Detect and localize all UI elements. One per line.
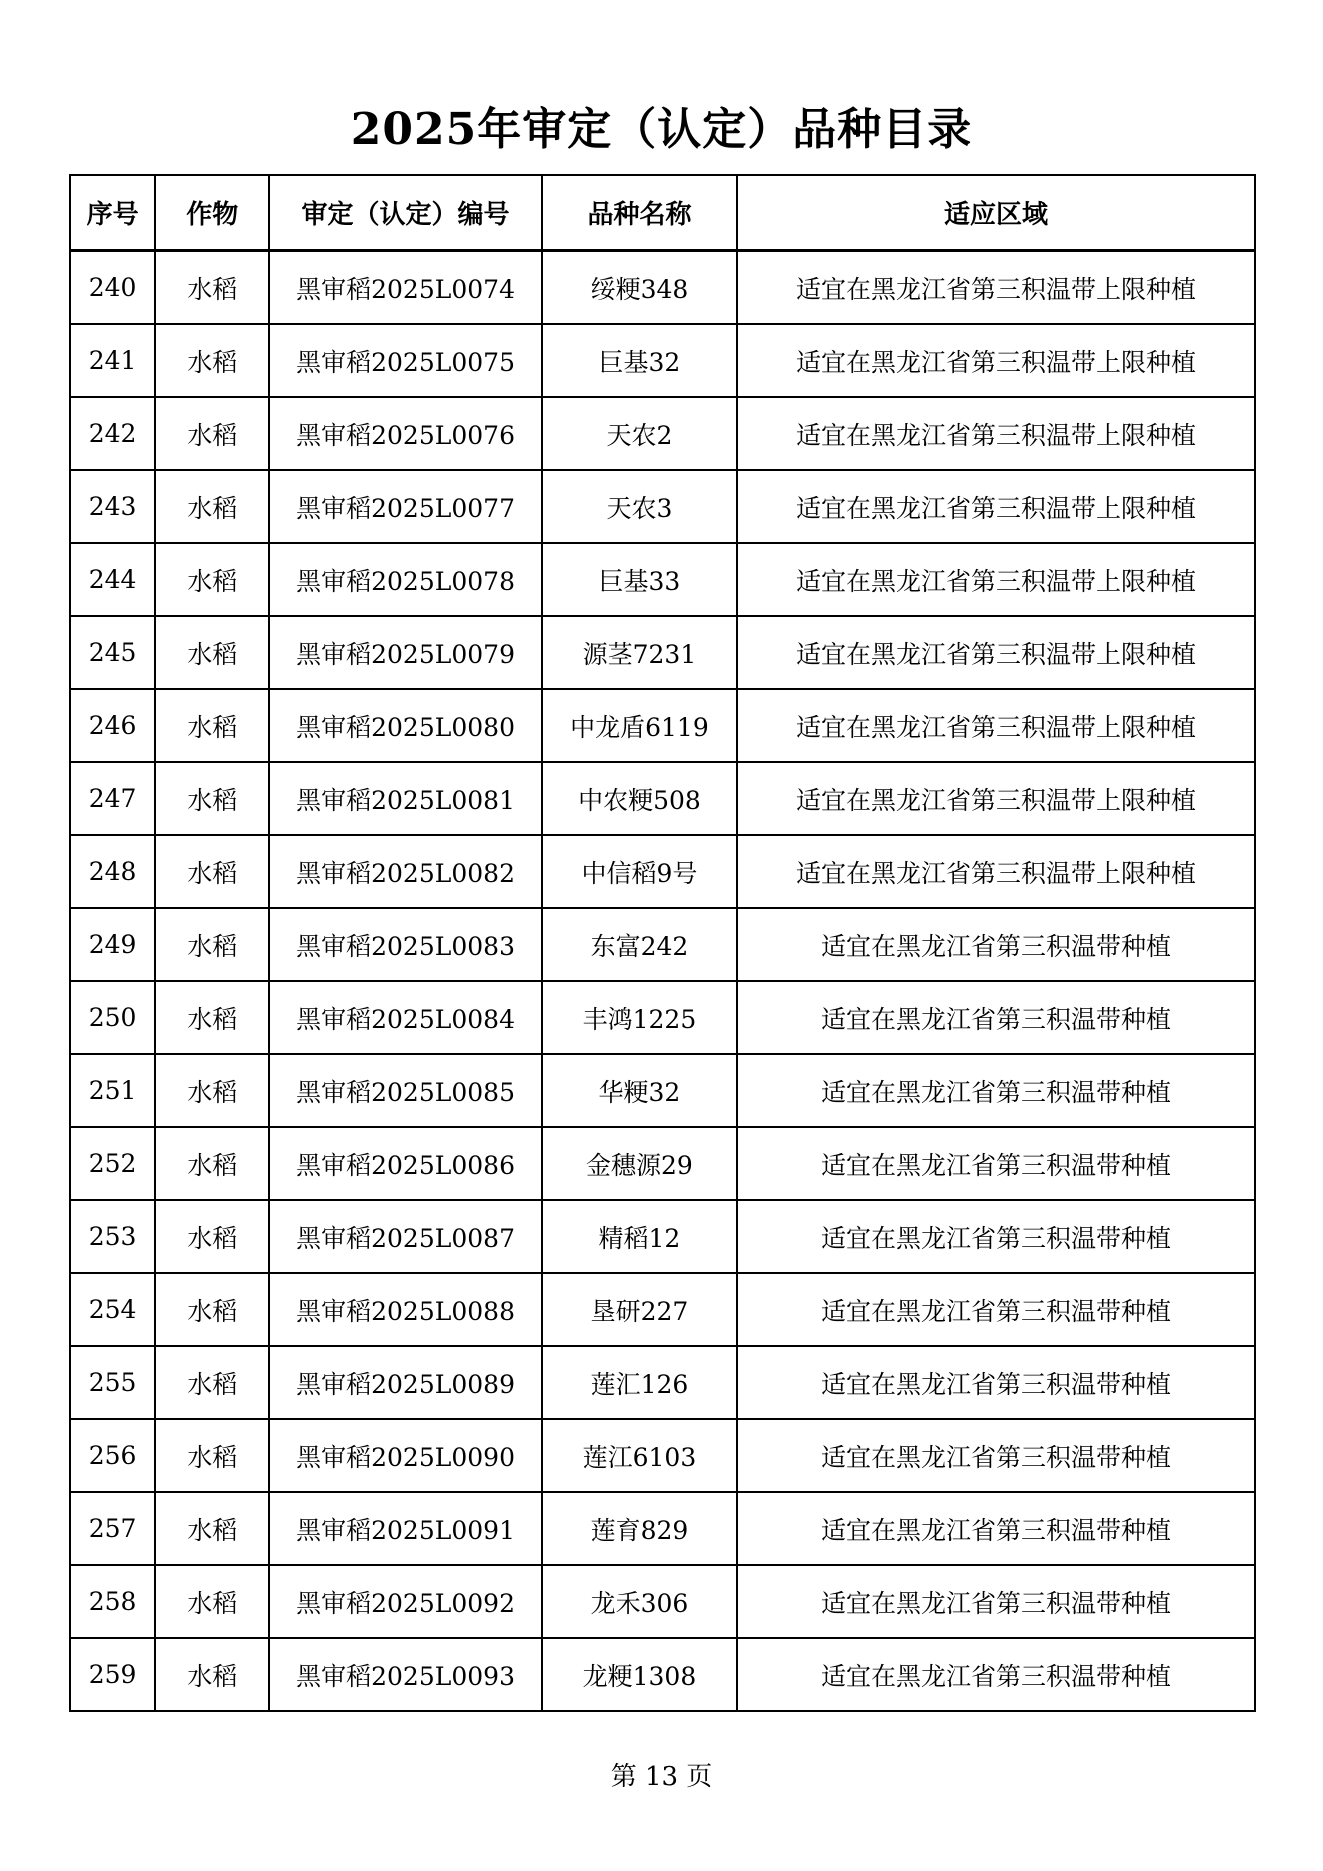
cell-variety-name: 源茎7231	[542, 616, 737, 689]
table-row	[70, 1492, 1255, 1565]
cell-code: 黑审稻2025L0085	[269, 1054, 541, 1127]
cell-code: 黑审稻2025L0079	[269, 616, 541, 689]
cell-variety-name: 中信稻9号	[542, 835, 737, 908]
cell-region: 适宜在黑龙江省第三积温带种植	[737, 908, 1255, 981]
cell-seq: 248	[70, 835, 155, 908]
cell-code: 黑审稻2025L0086	[269, 1127, 541, 1200]
cell-seq: 258	[70, 1565, 155, 1638]
cell-code: 黑审稻2025L0076	[269, 397, 541, 470]
cell-seq: 250	[70, 981, 155, 1054]
table-row	[70, 762, 1255, 835]
cell-region: 适宜在黑龙江省第三积温带上限种植	[737, 324, 1255, 397]
cell-region: 适宜在黑龙江省第三积温带上限种植	[737, 835, 1255, 908]
cell-variety-name: 丰鸿1225	[542, 981, 737, 1054]
header-name: 品种名称	[542, 175, 737, 251]
cell-seq: 251	[70, 1054, 155, 1127]
cell-region: 适宜在黑龙江省第三积温带种植	[737, 1565, 1255, 1638]
cell-region: 适宜在黑龙江省第三积温带种植	[737, 1419, 1255, 1492]
cell-seq: 243	[70, 470, 155, 543]
cell-variety-name: 龙禾306	[542, 1565, 737, 1638]
cell-region: 适宜在黑龙江省第三积温带上限种植	[737, 251, 1255, 325]
cell-region: 适宜在黑龙江省第三积温带种植	[737, 1054, 1255, 1127]
cell-code: 黑审稻2025L0084	[269, 981, 541, 1054]
cell-crop: 水稻	[155, 324, 269, 397]
cell-crop: 水稻	[155, 1200, 269, 1273]
page-number: 第 13 页	[610, 1762, 713, 1792]
cell-code: 黑审稻2025L0082	[269, 835, 541, 908]
cell-crop: 水稻	[155, 616, 269, 689]
cell-crop: 水稻	[155, 470, 269, 543]
table-row	[70, 1273, 1255, 1346]
cell-seq: 245	[70, 616, 155, 689]
cell-region: 适宜在黑龙江省第三积温带种植	[737, 1273, 1255, 1346]
cell-crop: 水稻	[155, 251, 269, 325]
cell-code: 黑审稻2025L0088	[269, 1273, 541, 1346]
table-row	[70, 543, 1255, 616]
cell-region: 适宜在黑龙江省第三积温带上限种植	[737, 397, 1255, 470]
table-row	[70, 1346, 1255, 1419]
header-region: 适应区域	[737, 175, 1255, 251]
cell-seq: 252	[70, 1127, 155, 1200]
table-row	[70, 835, 1255, 908]
table-row	[70, 1638, 1255, 1711]
cell-region: 适宜在黑龙江省第三积温带种植	[737, 1492, 1255, 1565]
cell-code: 黑审稻2025L0075	[269, 324, 541, 397]
cell-crop: 水稻	[155, 981, 269, 1054]
cell-variety-name: 绥粳348	[542, 251, 737, 325]
cell-variety-name: 天农3	[542, 470, 737, 543]
cell-variety-name: 垦研227	[542, 1273, 737, 1346]
cell-crop: 水稻	[155, 1492, 269, 1565]
cell-code: 黑审稻2025L0081	[269, 762, 541, 835]
cell-region: 适宜在黑龙江省第三积温带种植	[737, 1200, 1255, 1273]
cell-region: 适宜在黑龙江省第三积温带上限种植	[737, 616, 1255, 689]
table-row	[70, 470, 1255, 543]
cell-seq: 240	[70, 251, 155, 325]
cell-region: 适宜在黑龙江省第三积温带上限种植	[737, 470, 1255, 543]
cell-crop: 水稻	[155, 1273, 269, 1346]
cell-region: 适宜在黑龙江省第三积温带种植	[737, 1346, 1255, 1419]
cell-code: 黑审稻2025L0087	[269, 1200, 541, 1273]
table-row	[70, 324, 1255, 397]
cell-region: 适宜在黑龙江省第三积温带种植	[737, 1638, 1255, 1711]
cell-variety-name: 莲育829	[542, 1492, 737, 1565]
cell-variety-name: 中农粳508	[542, 762, 737, 835]
cell-region: 适宜在黑龙江省第三积温带种植	[737, 1127, 1255, 1200]
cell-seq: 259	[70, 1638, 155, 1711]
cell-code: 黑审稻2025L0077	[269, 470, 541, 543]
cell-crop: 水稻	[155, 1346, 269, 1419]
table-row	[70, 1054, 1255, 1127]
cell-seq: 254	[70, 1273, 155, 1346]
cell-variety-name: 龙粳1308	[542, 1638, 737, 1711]
cell-variety-name: 中龙盾6119	[542, 689, 737, 762]
cell-variety-name: 巨基33	[542, 543, 737, 616]
cell-seq: 255	[70, 1346, 155, 1419]
cell-code: 黑审稻2025L0092	[269, 1565, 541, 1638]
cell-seq: 247	[70, 762, 155, 835]
cell-code: 黑审稻2025L0078	[269, 543, 541, 616]
cell-code: 黑审稻2025L0093	[269, 1638, 541, 1711]
cell-code: 黑审稻2025L0089	[269, 1346, 541, 1419]
cell-seq: 249	[70, 908, 155, 981]
cell-seq: 242	[70, 397, 155, 470]
cell-region: 适宜在黑龙江省第三积温带上限种植	[737, 762, 1255, 835]
table-header	[70, 175, 1255, 251]
cell-variety-name: 东富242	[542, 908, 737, 981]
cell-crop: 水稻	[155, 1565, 269, 1638]
cell-code: 黑审稻2025L0083	[269, 908, 541, 981]
table-row	[70, 251, 1255, 325]
cell-variety-name: 莲汇126	[542, 1346, 737, 1419]
cell-variety-name: 华粳32	[542, 1054, 737, 1127]
cell-code: 黑审稻2025L0080	[269, 689, 541, 762]
header-row	[70, 175, 1255, 251]
cell-seq: 256	[70, 1419, 155, 1492]
cell-seq: 241	[70, 324, 155, 397]
cell-crop: 水稻	[155, 397, 269, 470]
table-row	[70, 1419, 1255, 1492]
page-title: 2025年审定（认定）品种目录	[350, 104, 973, 155]
cell-crop: 水稻	[155, 1054, 269, 1127]
table-row	[70, 981, 1255, 1054]
table-row	[70, 689, 1255, 762]
cell-code: 黑审稻2025L0091	[269, 1492, 541, 1565]
table-row	[70, 397, 1255, 470]
cell-variety-name: 巨基32	[542, 324, 737, 397]
cell-seq: 253	[70, 1200, 155, 1273]
cell-crop: 水稻	[155, 1419, 269, 1492]
table-row	[70, 1200, 1255, 1273]
table-body	[70, 251, 1255, 1712]
cell-seq: 246	[70, 689, 155, 762]
cell-crop: 水稻	[155, 835, 269, 908]
table-row	[70, 1565, 1255, 1638]
cell-crop: 水稻	[155, 1638, 269, 1711]
cell-code: 黑审稻2025L0074	[269, 251, 541, 325]
cell-region: 适宜在黑龙江省第三积温带种植	[737, 981, 1255, 1054]
header-seq: 序号	[70, 175, 155, 251]
header-code: 审定（认定）编号	[269, 175, 541, 251]
cell-crop: 水稻	[155, 762, 269, 835]
cell-variety-name: 精稻12	[542, 1200, 737, 1273]
table-row	[70, 1127, 1255, 1200]
cell-variety-name: 天农2	[542, 397, 737, 470]
cell-seq: 257	[70, 1492, 155, 1565]
table-row	[70, 908, 1255, 981]
cell-variety-name: 莲江6103	[542, 1419, 737, 1492]
cell-crop: 水稻	[155, 1127, 269, 1200]
cell-code: 黑审稻2025L0090	[269, 1419, 541, 1492]
cell-variety-name: 金穗源29	[542, 1127, 737, 1200]
cell-region: 适宜在黑龙江省第三积温带上限种植	[737, 689, 1255, 762]
header-crop: 作物	[155, 175, 269, 251]
cell-region: 适宜在黑龙江省第三积温带上限种植	[737, 543, 1255, 616]
table-row	[70, 616, 1255, 689]
cell-crop: 水稻	[155, 689, 269, 762]
cell-crop: 水稻	[155, 543, 269, 616]
cell-crop: 水稻	[155, 908, 269, 981]
cell-seq: 244	[70, 543, 155, 616]
variety-catalog-table	[69, 174, 1256, 1712]
